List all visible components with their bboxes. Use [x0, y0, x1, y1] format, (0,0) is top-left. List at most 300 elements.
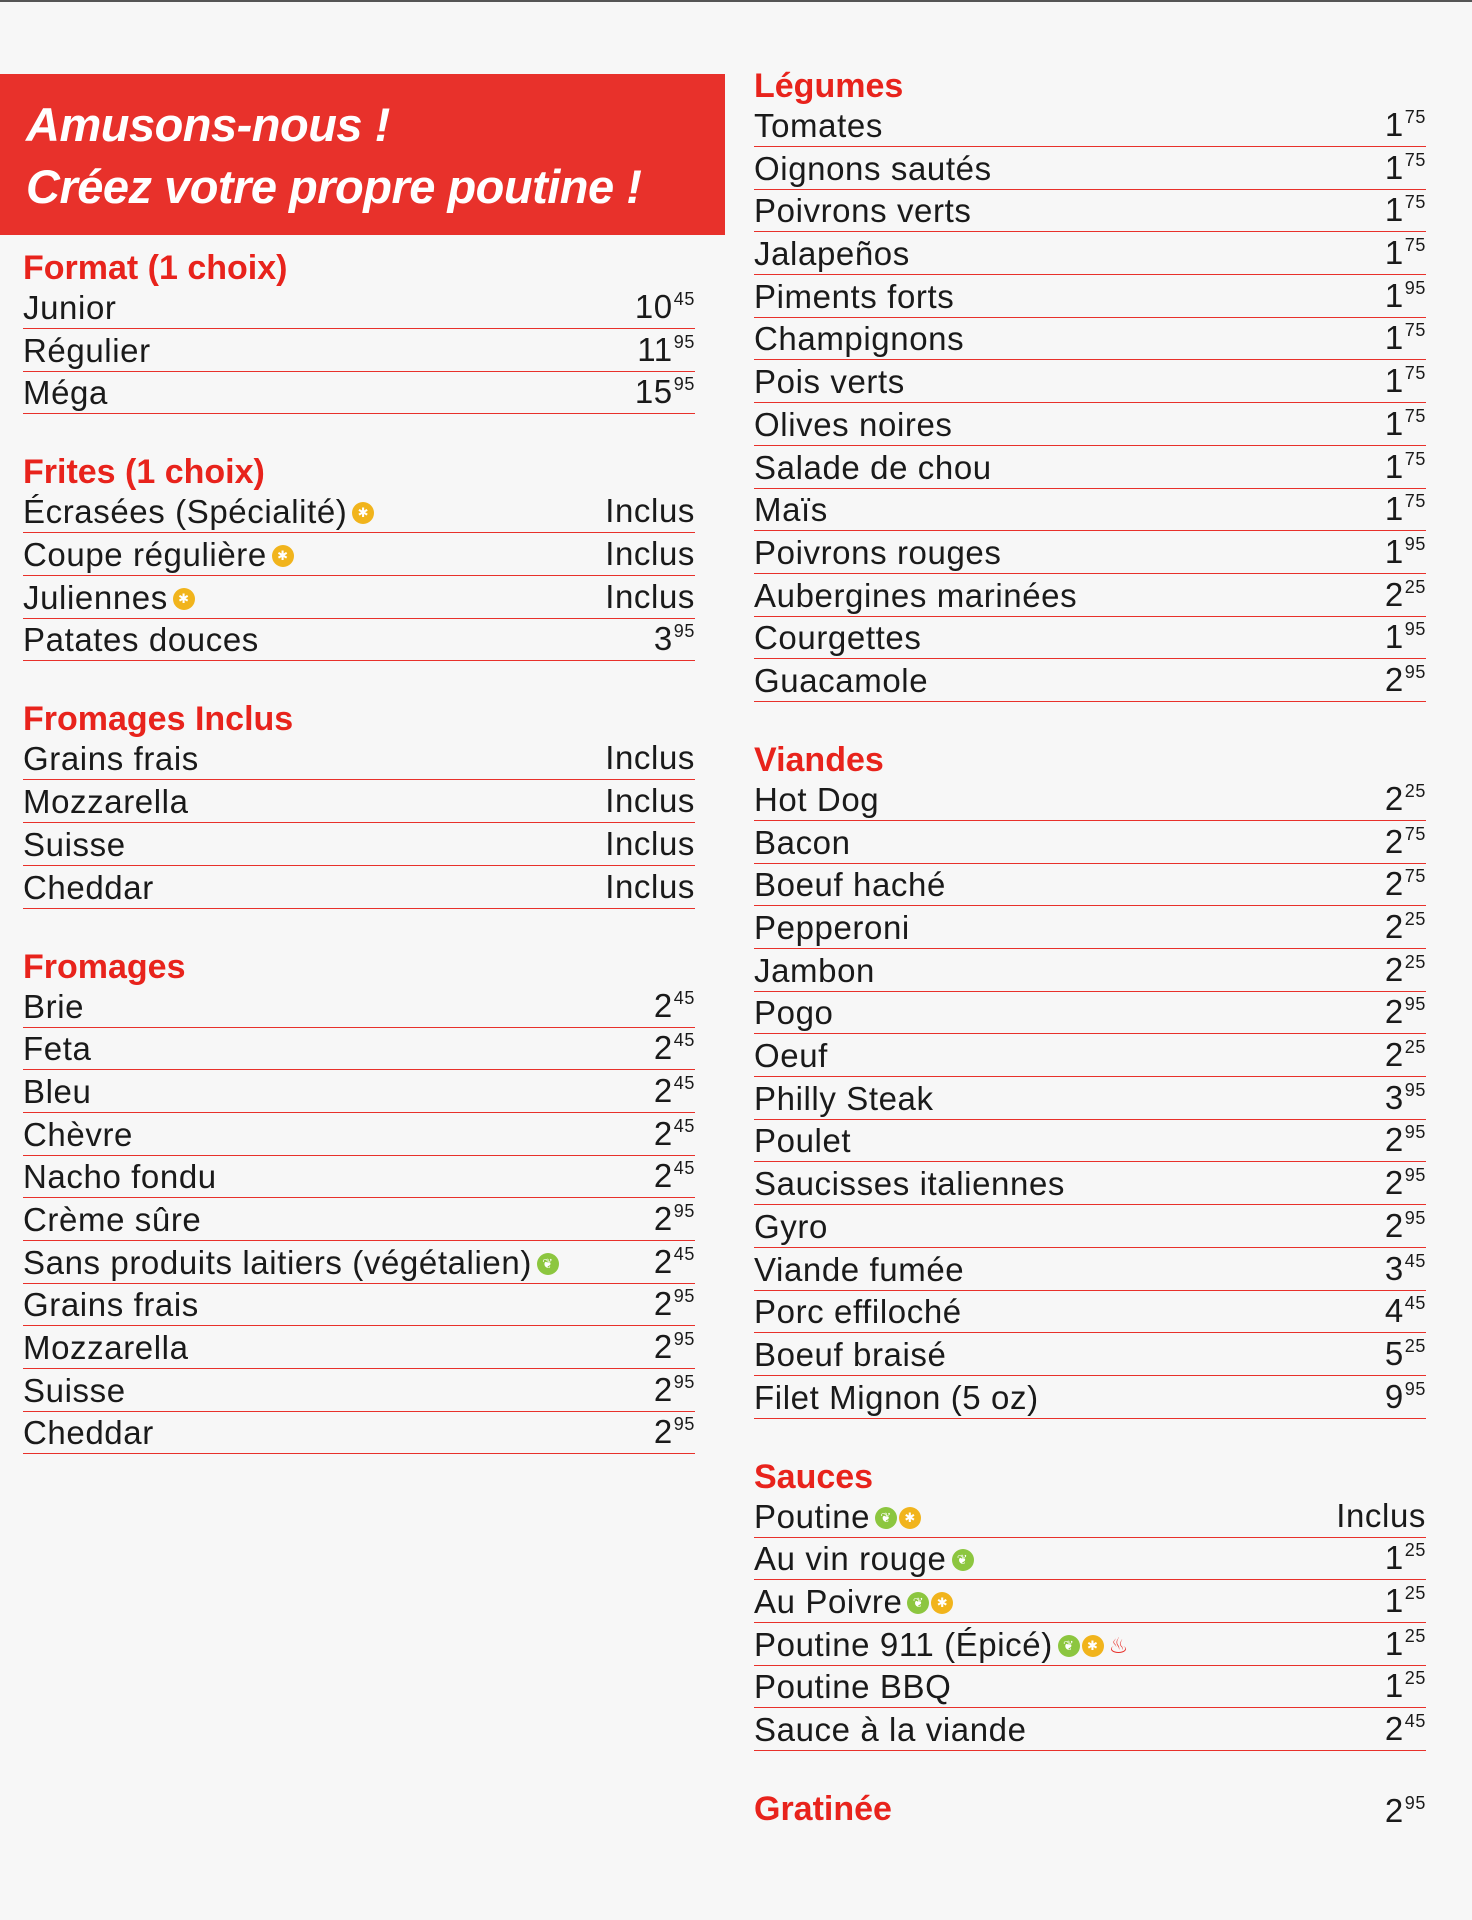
item-name-text: Philly Steak	[754, 1079, 934, 1117]
menu-item-tomates	[754, 106, 1426, 147]
price-cents: 95	[673, 1371, 695, 1392]
gluten-free-icon: ✱	[931, 1592, 953, 1614]
item-name	[754, 1292, 962, 1332]
item-price	[1385, 899, 1426, 948]
section-title: Fromages	[23, 947, 186, 986]
price-dollars: 2	[1384, 575, 1404, 613]
item-price	[637, 322, 695, 371]
item-name	[23, 620, 259, 660]
menu-item-poivrons-verts	[754, 191, 1426, 232]
item-name-text: Pepperoni	[754, 909, 910, 946]
menu-item-olives-noires	[754, 405, 1426, 446]
item-name-text: Suisse	[23, 825, 126, 863]
item-price	[1385, 1701, 1426, 1750]
item-price	[1385, 1070, 1426, 1119]
price-dollars: 1	[1384, 1624, 1404, 1662]
item-name-text: Grains frais	[23, 1286, 199, 1324]
item-price	[1385, 439, 1426, 488]
item-price	[1385, 1198, 1426, 1247]
price-dollars: 1	[1384, 1581, 1404, 1619]
section-fromages-inclus	[23, 697, 695, 908]
price-cents: 25	[1404, 780, 1426, 801]
item-name-text: Mozzarella	[23, 783, 189, 821]
price-cents: 45	[673, 1243, 695, 1264]
price-dollars: 5	[1384, 1334, 1404, 1372]
item-name-text: Boeuf haché	[754, 866, 946, 904]
price-dollars: 1	[1384, 447, 1404, 485]
price-dollars: 3	[1384, 1249, 1404, 1287]
item-name-text: Junior	[23, 289, 117, 326]
price-dollars: 1	[1384, 404, 1404, 442]
item-name-text: Pois verts	[754, 363, 905, 401]
menu-item-gyro	[754, 1207, 1426, 1248]
item-name	[754, 1378, 1039, 1418]
item-name-text: Écrasées (Spécialité)	[23, 493, 348, 531]
price-cents: 75	[1404, 866, 1426, 887]
menu-item-poivrons-rouges	[754, 533, 1426, 574]
price-dollars: 1	[1384, 148, 1404, 186]
price-cents: 25	[1404, 1335, 1426, 1356]
price-cents: 95	[673, 1329, 695, 1349]
item-price	[1385, 567, 1426, 616]
item-name	[23, 825, 126, 865]
menu-item-oeuf	[754, 1036, 1426, 1077]
item-price	[1385, 140, 1426, 189]
price-cents: 95	[1404, 277, 1426, 298]
item-price	[605, 824, 695, 865]
dietary-icons	[1056, 1634, 1132, 1656]
section-title: Format (1 choix)	[23, 249, 288, 287]
gluten-free-icon: ✱	[272, 545, 294, 567]
item-price	[635, 279, 695, 328]
dietary-icons	[350, 501, 374, 523]
price-dollars: 10	[634, 288, 673, 325]
item-name	[754, 319, 964, 359]
item-name	[23, 987, 84, 1027]
menu-item-viande-fumee	[754, 1250, 1426, 1291]
item-name	[754, 1079, 934, 1119]
section-title: Viandes	[754, 740, 884, 779]
price-cents: 75	[1404, 448, 1426, 469]
section-frites-1-choix	[23, 450, 695, 661]
item-name-text: Jambon	[754, 951, 876, 989]
price-dollars: 15	[634, 373, 673, 411]
item-name	[23, 739, 199, 779]
vegan-leaf-icon: ❦	[1058, 1635, 1080, 1657]
menu-item-coupe-reguliere	[23, 535, 695, 576]
item-price	[1385, 984, 1426, 1033]
menu-item-poulet	[754, 1121, 1426, 1162]
price-dollars: 11	[637, 330, 673, 368]
price-dollars: 2	[1384, 1164, 1404, 1202]
item-name-text: Jalapeños	[754, 235, 910, 273]
section-title-gratinee: Gratinée	[754, 1790, 892, 1828]
item-price	[605, 491, 695, 532]
price-cents: 75	[1404, 405, 1426, 426]
price-cents: 25	[1404, 951, 1426, 972]
item-name	[23, 782, 189, 822]
gluten-free-icon: ✱	[1082, 1635, 1104, 1657]
item-name-text: Saucisses italiennes	[754, 1165, 1065, 1203]
menu-item-au-poivre	[754, 1582, 1426, 1623]
price-dollars: 2	[653, 1157, 673, 1195]
item-name-text: Salade de chou	[754, 448, 992, 486]
item-name-text: Poulet	[754, 1122, 852, 1160]
price-dollars: 2	[1384, 1036, 1404, 1074]
price-cents: 75	[1404, 491, 1426, 512]
item-name-text: Nacho fondu	[23, 1158, 217, 1196]
item-name-text: Tomates	[754, 107, 883, 144]
price-dollars: 2	[1384, 1121, 1404, 1159]
gluten-free-icon: ✱	[899, 1507, 921, 1529]
section-fromages	[23, 945, 695, 1455]
price-cents: 25	[1404, 1625, 1426, 1646]
item-name-text: Sans produits laitiers (végétalien)	[23, 1243, 532, 1281]
item-name	[754, 951, 875, 991]
item-price	[1385, 481, 1426, 530]
item-name-text: Grains frais	[23, 740, 199, 778]
item-name	[754, 106, 883, 146]
price-dollars: 2	[1384, 1206, 1404, 1244]
item-name	[754, 780, 879, 820]
price-dollars: Inclus	[605, 867, 695, 905]
item-name	[754, 448, 992, 488]
item-name	[23, 1285, 199, 1325]
price-cents: 45	[1404, 1711, 1426, 1731]
price-cents: 45	[1404, 1250, 1426, 1271]
chili-pepper-icon: ♨	[1108, 1632, 1129, 1658]
menu-item-boeuf-braise	[754, 1335, 1426, 1376]
item-name	[754, 865, 946, 905]
price-cents: 25	[1404, 909, 1426, 929]
item-price	[1385, 396, 1426, 445]
section-sauces	[754, 1455, 1426, 1751]
menu-item-au-vin-rouge	[754, 1539, 1426, 1580]
item-price	[1385, 814, 1426, 863]
menu-item-champignons	[754, 319, 1426, 360]
price-dollars: 1	[1384, 618, 1404, 656]
price-dollars: 1	[1384, 1539, 1404, 1577]
price-dollars: Inclus	[605, 782, 695, 820]
item-price	[1385, 1155, 1426, 1204]
price-dollars: 2	[1384, 950, 1404, 988]
menu-item-juliennes	[23, 578, 695, 619]
item-price	[1385, 225, 1426, 274]
item-name-text: Viande fumée	[754, 1250, 965, 1288]
price-cents: 75	[1404, 823, 1426, 844]
item-name	[23, 868, 154, 908]
price-cents: 45	[673, 1115, 695, 1136]
menu-item-jambon	[754, 951, 1426, 992]
item-name-text: Porc effiloché	[754, 1293, 962, 1331]
price-dollars: Inclus	[605, 492, 695, 530]
item-price	[1385, 771, 1426, 820]
menu-item-pepperoni	[754, 908, 1426, 949]
item-name	[754, 490, 828, 530]
header-banner	[0, 74, 725, 235]
menu-item-guacamole	[754, 661, 1426, 702]
price-cents: 25	[1404, 1540, 1426, 1561]
menu-item-salade-de-chou	[754, 448, 1426, 489]
item-name	[754, 823, 851, 863]
price-cents: 95	[1404, 619, 1426, 640]
right-sections	[754, 64, 1426, 1751]
vegan-leaf-icon: ❦	[875, 1507, 897, 1529]
item-name-text: Régulier	[23, 331, 151, 369]
price-dollars: 2	[1384, 779, 1404, 817]
item-name-text: Aubergines marinées	[754, 576, 1078, 614]
item-name-text: Poutine	[754, 1497, 871, 1535]
price-cents: 75	[1404, 363, 1426, 384]
price-cents: 45	[673, 987, 695, 1008]
item-price	[1385, 97, 1426, 146]
price-dollars: 4	[1384, 1292, 1404, 1330]
price-cents: 95	[1404, 1207, 1426, 1228]
item-name	[754, 576, 1077, 616]
item-name	[754, 1335, 947, 1375]
item-name-text: Patates douces	[23, 621, 259, 659]
item-name	[754, 405, 953, 445]
item-price	[1385, 1112, 1426, 1161]
price-cents: 25	[1404, 1582, 1426, 1603]
item-name-text: Méga	[23, 374, 108, 412]
item-price	[1385, 609, 1426, 658]
item-name-text: Oignons sautés	[754, 149, 992, 187]
item-price	[605, 867, 695, 908]
item-name	[23, 1328, 189, 1368]
item-name	[23, 1029, 91, 1069]
price-cents: 95	[673, 331, 695, 352]
price-dollars: 2	[653, 1242, 673, 1280]
item-price	[654, 1191, 695, 1240]
item-name-text: Champignons	[754, 320, 965, 358]
price-cents: 95	[1404, 533, 1426, 554]
item-name	[754, 993, 833, 1033]
item-name	[754, 618, 921, 658]
item-name	[754, 908, 910, 948]
menu-item-courgettes	[754, 618, 1426, 659]
menu-item-mozzarella	[23, 782, 695, 823]
price-dollars: Inclus	[605, 577, 695, 615]
item-name-text: Au vin rouge	[754, 1540, 947, 1578]
menu-item-brie	[23, 987, 695, 1028]
menu-item-pogo	[754, 993, 1426, 1034]
item-price	[654, 1319, 695, 1368]
dietary-icons	[171, 587, 195, 609]
menu-item-boeuf-hache	[754, 865, 1426, 906]
price-dollars: Inclus	[605, 535, 695, 573]
price-cents: 45	[673, 1030, 695, 1051]
item-name	[754, 1710, 1027, 1750]
item-name-text: Brie	[23, 987, 85, 1025]
menu-item-patates-douces	[23, 620, 695, 661]
menu-item-filet-mignon-5-oz	[754, 1378, 1426, 1419]
price-cents: 95	[1404, 1079, 1426, 1100]
menu-item-saucisses-italiennes	[754, 1164, 1426, 1205]
item-price	[654, 1234, 695, 1283]
menu-item-philly-steak	[754, 1079, 1426, 1120]
dietary-icons	[905, 1591, 953, 1613]
item-name-text: Sauce à la viande	[754, 1711, 1027, 1748]
price-cents: 75	[1404, 235, 1426, 256]
item-price	[1385, 1369, 1426, 1418]
gratinee-row	[754, 1787, 1426, 1831]
item-name-text: Pogo	[754, 994, 834, 1032]
item-price	[654, 611, 695, 660]
item-name-text: Au Poivre	[754, 1582, 903, 1620]
price-dollars: 2	[653, 1370, 673, 1408]
item-price	[1385, 310, 1426, 359]
item-name-text: Courgettes	[754, 619, 922, 657]
item-name-text: Cheddar	[23, 1414, 154, 1452]
price-dollars: 2	[1384, 908, 1404, 945]
price-dollars: 2	[653, 1285, 673, 1323]
item-name-text: Bleu	[23, 1072, 92, 1110]
price-cents: 95	[1404, 994, 1426, 1015]
menu-item-creme-sure	[23, 1200, 695, 1241]
item-price	[1385, 1616, 1426, 1665]
menu-item-poutine-bbq	[754, 1667, 1426, 1708]
menu-item-porc-effiloche	[754, 1292, 1426, 1333]
menu-item-cheddar	[23, 868, 695, 909]
price-cents: 25	[1404, 1037, 1426, 1058]
right-column	[754, 64, 1426, 1831]
item-name	[754, 191, 971, 231]
section-viandes	[754, 738, 1426, 1419]
price-dollars: 2	[653, 986, 673, 1024]
price-cents: 75	[1404, 149, 1426, 170]
item-name	[23, 1115, 133, 1155]
price-dollars: 2	[653, 1029, 673, 1067]
item-price	[654, 1404, 695, 1453]
dietary-icons	[873, 1506, 921, 1528]
item-name	[23, 1243, 559, 1283]
item-price	[1385, 1658, 1426, 1707]
menu-item-bleu	[23, 1072, 695, 1113]
price-cents: 45	[1404, 1293, 1426, 1314]
price-cents: 75	[1404, 320, 1426, 341]
item-name-text: Chèvre	[23, 1115, 133, 1153]
item-name-text: Hot Dog	[754, 780, 880, 818]
item-name	[754, 1121, 851, 1161]
menu-item-ecrasees-specialite	[23, 492, 695, 533]
item-name	[754, 1207, 828, 1247]
item-name-text: Bacon	[754, 823, 851, 861]
item-name-text: Cheddar	[23, 868, 154, 906]
price-cents: 95	[673, 1286, 695, 1307]
item-name	[23, 331, 151, 371]
menu-item-poutine-911-epice	[754, 1625, 1426, 1666]
item-name	[23, 1072, 91, 1112]
banner-line-2: Créez votre propre poutine !	[26, 160, 642, 213]
menu-item-suisse	[23, 825, 695, 866]
item-price	[1385, 942, 1426, 991]
price-dollars: 1	[1384, 1667, 1404, 1705]
menu-item-piments-forts	[754, 277, 1426, 318]
item-price	[1385, 524, 1426, 573]
item-name-text: Mozzarella	[23, 1329, 189, 1366]
dietary-icons	[950, 1548, 974, 1570]
price-cents: 25	[1404, 576, 1426, 597]
price-cents: 75	[1404, 192, 1426, 213]
menu-item-jalapenos	[754, 234, 1426, 275]
item-price	[605, 738, 695, 779]
gratinee-price: $2^{95}$	[1384, 1792, 1426, 1829]
menu-item-cheddar	[23, 1413, 695, 1454]
menu-item-chevre	[23, 1115, 695, 1156]
item-name	[754, 661, 928, 701]
price-dollars: 2	[653, 1199, 673, 1237]
item-name-text: Piments forts	[754, 277, 955, 315]
item-name-text: Filet Mignon (5 oz)	[754, 1378, 1039, 1416]
price-dollars: 3	[653, 620, 673, 658]
item-name	[754, 1667, 951, 1707]
gluten-free-icon: ✱	[352, 502, 374, 524]
item-price	[1385, 353, 1426, 402]
item-name	[23, 1157, 217, 1197]
menu-item-regulier	[23, 331, 695, 372]
price-cents: 95	[673, 1414, 695, 1435]
price-dollars: 2	[1384, 822, 1404, 860]
menu-item-mega	[23, 373, 695, 414]
item-name	[23, 492, 374, 532]
price-cents: 95	[673, 1200, 695, 1221]
item-name-text: Olives noires	[754, 405, 953, 443]
price-dollars: 1	[1384, 106, 1404, 143]
item-name	[23, 1413, 154, 1453]
price-dollars: 1	[1384, 234, 1404, 272]
section-legumes	[754, 64, 1426, 702]
menu-item-sauce-a-la-viande	[754, 1710, 1426, 1751]
gluten-free-icon: ✱	[173, 588, 195, 610]
item-price	[654, 1020, 695, 1069]
item-name	[23, 1200, 201, 1240]
price-dollars: 2	[653, 1114, 673, 1152]
item-name	[754, 362, 905, 402]
price-cents: 95	[1404, 661, 1426, 682]
item-price	[635, 364, 695, 413]
price-cents: 45	[673, 1072, 695, 1093]
price-dollars: 3	[1384, 1078, 1404, 1116]
item-price	[654, 1362, 695, 1411]
item-name	[754, 149, 992, 189]
item-name	[754, 1250, 964, 1290]
item-price	[1385, 268, 1426, 317]
item-price	[1385, 1573, 1426, 1622]
price-cents: 95	[1404, 1122, 1426, 1143]
item-name	[754, 1625, 1132, 1665]
item-name	[754, 533, 1001, 573]
item-price	[1385, 1326, 1426, 1375]
item-price	[654, 978, 695, 1027]
item-price	[654, 1063, 695, 1112]
menu-item-aubergines-marinees	[754, 576, 1426, 617]
price-cents: 95	[1404, 1165, 1426, 1186]
price-dollars: Inclus	[605, 824, 695, 862]
vegan-leaf-icon: ❦	[952, 1549, 974, 1571]
menu-item-suisse	[23, 1371, 695, 1412]
item-name-text: Maïs	[754, 491, 828, 529]
price-dollars: 2	[1384, 660, 1404, 698]
item-price	[654, 1148, 695, 1197]
menu-item-pois-verts	[754, 362, 1426, 403]
item-name	[754, 234, 910, 274]
menu-item-poutine	[754, 1497, 1426, 1538]
price-dollars: 2	[653, 1071, 673, 1109]
item-name-text: Suisse	[23, 1371, 126, 1409]
price-dollars: 2	[1384, 1710, 1404, 1747]
item-name-text: Gyro	[754, 1207, 828, 1245]
